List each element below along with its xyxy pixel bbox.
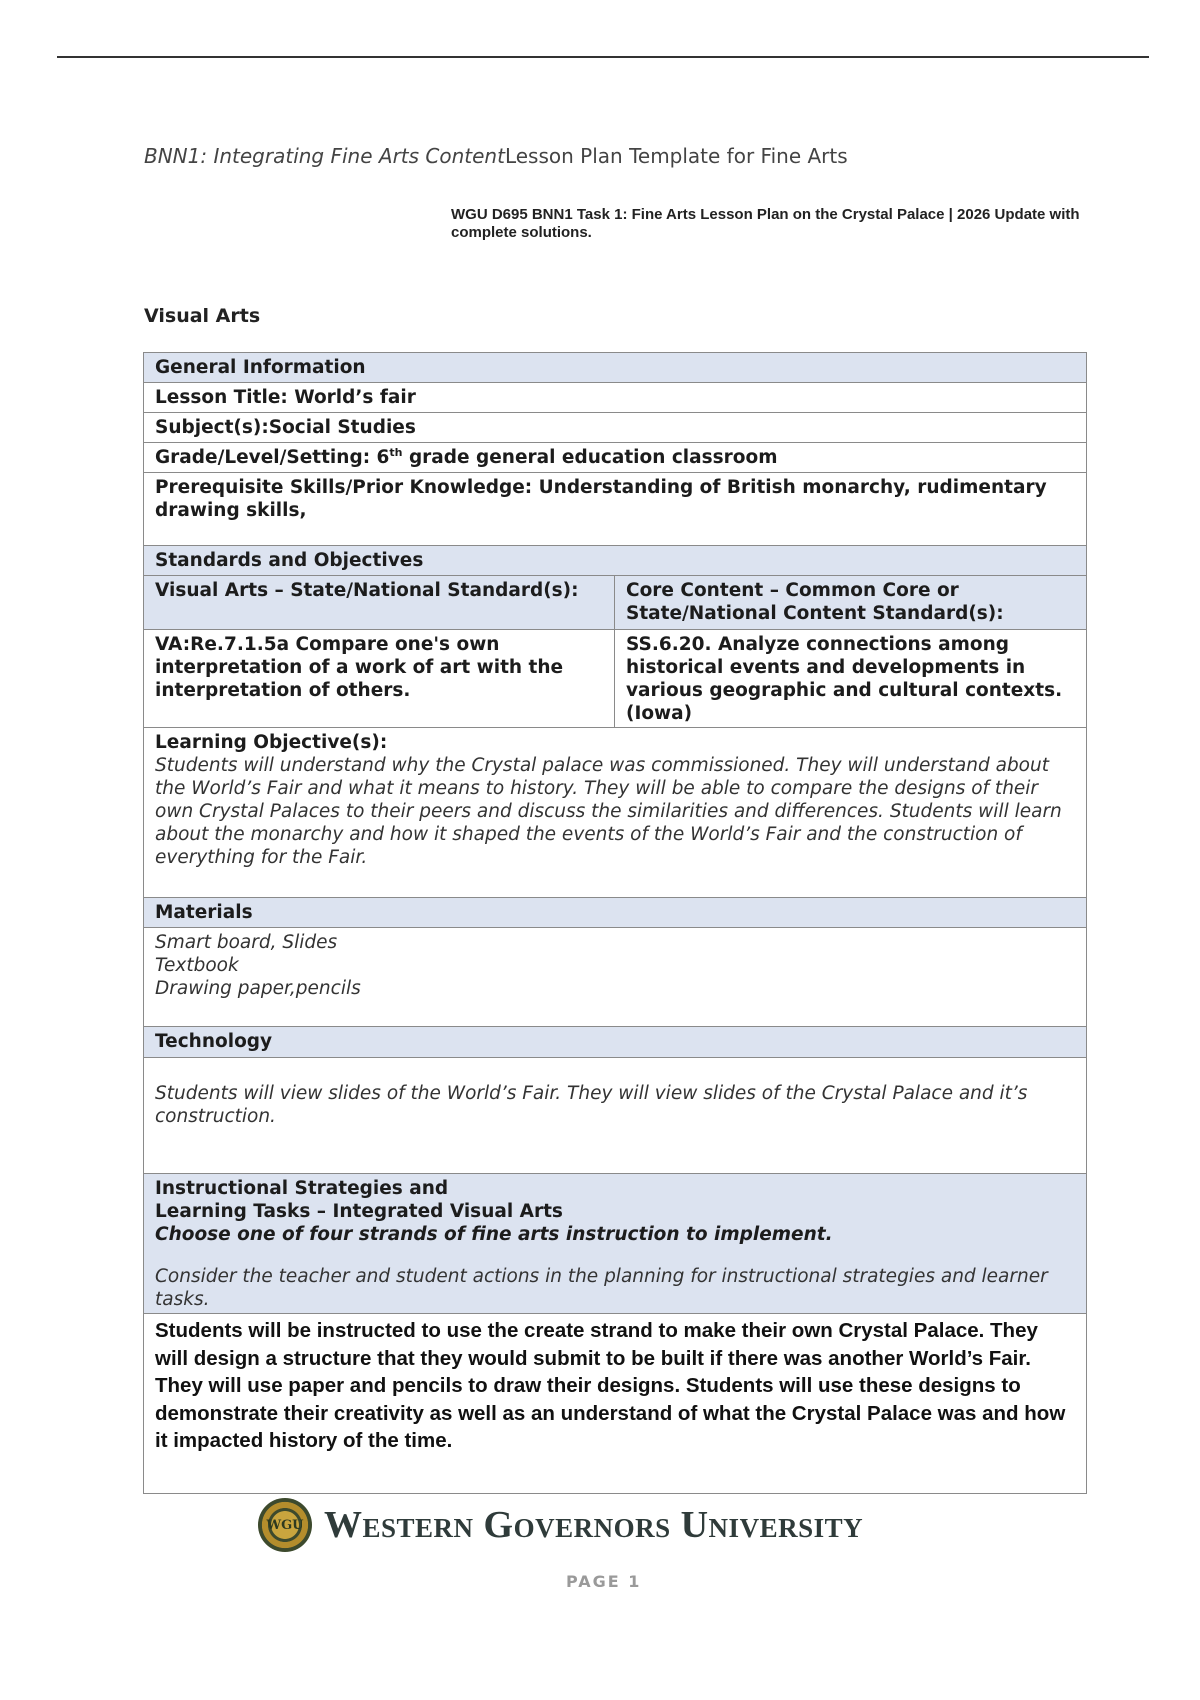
visual-arts-standard: VA:Re.7.1.5a Compare one's own interpretation of a work of art with the interpretation of others. [144,630,615,728]
table-row [144,1027,1087,1058]
grade-prefix: Grade/Level/Setting: 6 [155,447,390,468]
document-subtitle: WGU D695 BNN1 Task 1: Fine Arts Lesson Plan on the Crystal Palace | 2026 Update with complete solutions. [451,206,1080,241]
strand-note: Choose one of four strands of fine arts instruction to implement. [155,1224,833,1245]
learning-objectives-label: Learning Objective(s): [155,732,388,753]
table-row [144,546,1087,576]
core-content-standard: SS.6.20. Analyze connections among historical events and developments in various geographic and cultural contexts. (Iowa) [615,630,1087,728]
technology-heading: Technology [144,1027,1087,1058]
table-row [144,443,1087,473]
consider-note: Consider the teacher and student actions in the planning for instructional strategies and learner tasks. [155,1266,1048,1310]
table-row [144,353,1087,383]
table-row [144,728,1087,898]
general-information-heading: General Information [144,353,1087,383]
lesson-title: Lesson Title: World’s fair [144,383,1087,413]
technology-description: Students will view slides of the World’s Fair. They will view slides of the Crystal Palace and it’s construction. [155,1083,1028,1127]
materials-list [144,928,1087,1027]
visual-arts-standard-header: Visual Arts – State/National Standard(s): [144,576,615,630]
wgu-seal-icon [258,1498,312,1552]
table-row [144,1174,1087,1314]
core-content-standard-header: Core Content – Common Core or State/National Content Standard(s): [615,576,1087,630]
course-name: BNN1: Integrating Fine Arts Content [144,144,505,168]
table-row [144,1058,1087,1174]
technology-text [144,1058,1087,1174]
strategies-heading-line1: Instructional Strategies and [155,1178,449,1199]
table-row [144,1314,1087,1494]
grade-suffix: grade general education classroom [402,447,778,468]
list-item: Smart board, Slides [155,932,338,953]
strategies-response-cell [144,1314,1087,1494]
strategies-heading-line2: Learning Tasks – Integrated Visual Arts [155,1201,563,1222]
top-rule [57,56,1149,58]
template-title: Lesson Plan Template for Fine Arts [504,144,848,168]
lesson-plan-table [143,352,1087,1494]
strategies-response: Students will be instructed to use the create strand to make their own Crystal Palace. They will design a structure that they would submit to be built if there was another World’s Fair. They will use paper and pencils to draw their designs. Students will use these designs to demonstrate their creativity as well as an understand of what the Crystal Palace was and how it impacted history of the time. [155,1319,1066,1452]
grade-level-setting [144,443,1087,473]
seal-text: WGU [266,1517,304,1533]
table-row [144,383,1087,413]
table-row [144,928,1087,1027]
page-number: PAGE 1 [566,1572,642,1591]
list-item: Textbook [155,955,239,976]
wgu-logo [258,1495,863,1555]
table-row [144,473,1087,546]
table-row [144,630,1087,728]
prerequisite-skills: Prerequisite Skills/Prior Knowledge: Understanding of British monarchy, rudimentary drawing skills, [144,473,1087,546]
grade-superscript: th [389,445,403,459]
learning-objectives-cell [144,728,1087,898]
instructional-strategies-heading [144,1174,1087,1314]
section-label: Visual Arts [144,305,261,327]
learning-objectives-text: Students will understand why the Crystal palace was commissioned. They will understand about the World’s Fair and what it means to history. They will be able to compare the designs of their own Crystal Palaces to their peers and discuss the similarities and differences. Students will learn about the monarchy and how it shaped the events of the World’s Fair and the construction of everything for the Fair. [155,755,1062,868]
table-row [144,413,1087,443]
standards-heading: Standards and Objectives [144,546,1087,576]
subjects: Subject(s):Social Studies [144,413,1087,443]
wgu-wordmark: Western Governors University [324,1504,864,1546]
document-header [144,144,848,168]
list-item: Drawing paper,pencils [155,978,361,999]
table-row [144,898,1087,928]
materials-heading: Materials [144,898,1087,928]
table-row [144,576,1087,630]
